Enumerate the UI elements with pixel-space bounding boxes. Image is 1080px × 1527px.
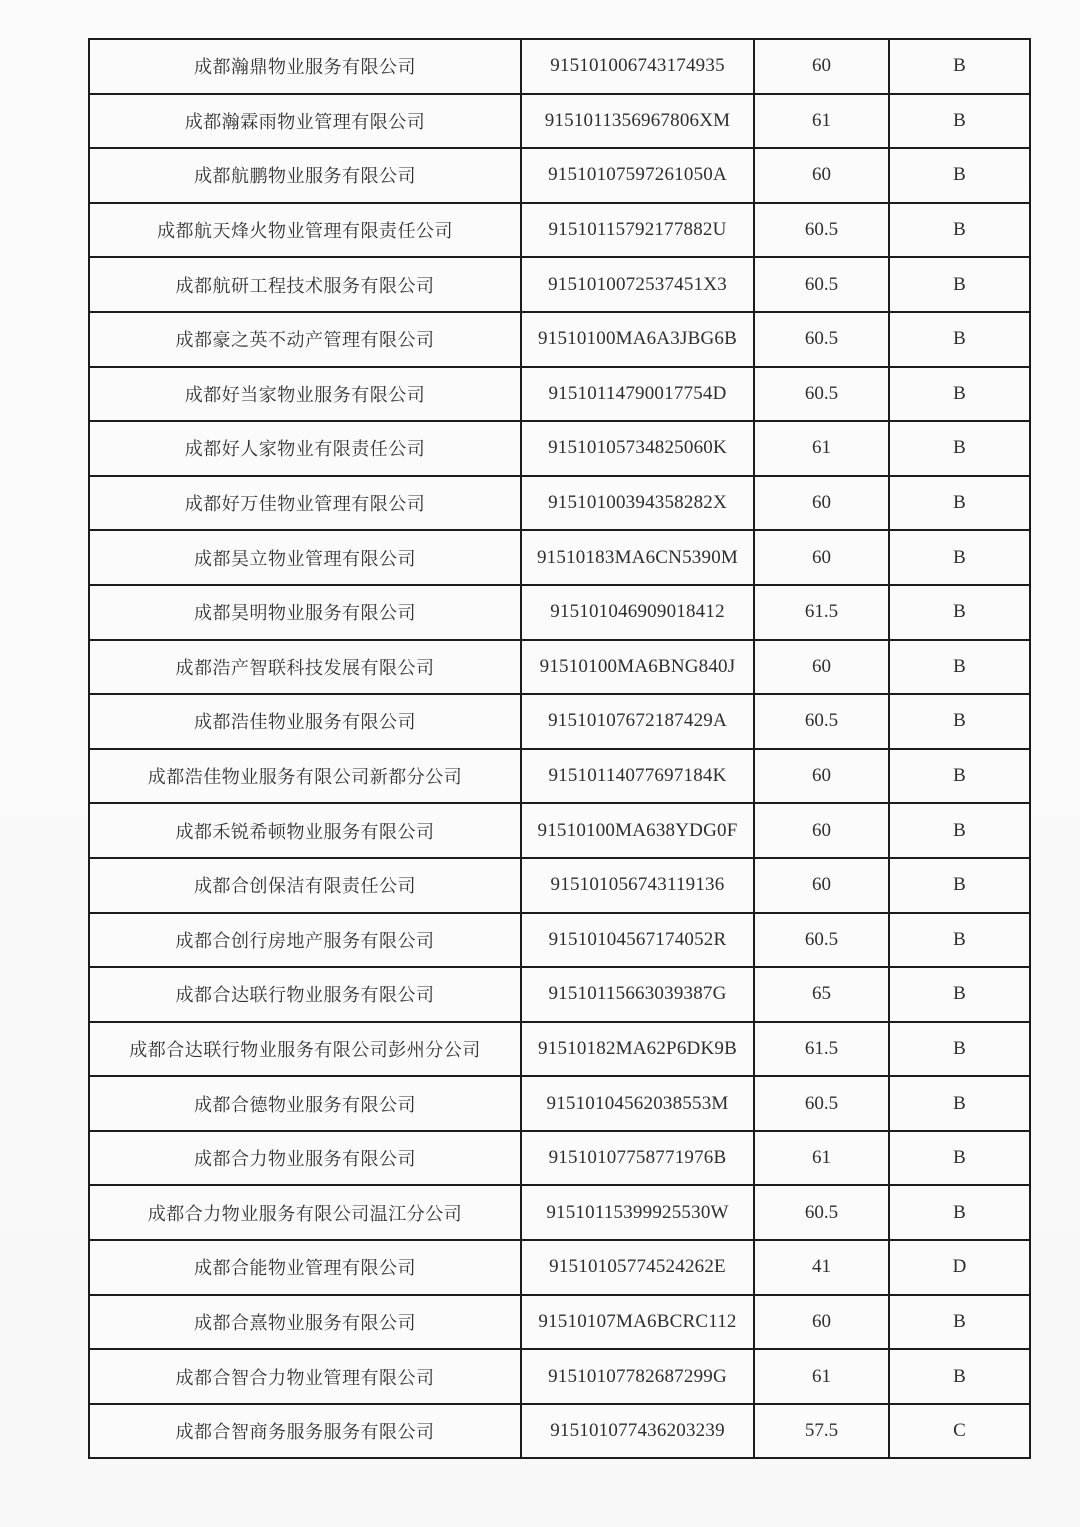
- table-row: [89, 1022, 1030, 1077]
- credit-code-cell: 91510115663039387G: [521, 967, 754, 1022]
- score-cell: 60.5: [754, 913, 889, 968]
- score-cell: 61: [754, 1131, 889, 1186]
- credit-code-cell: 91510114077697184K: [521, 749, 754, 804]
- grade-cell: C: [889, 1404, 1030, 1459]
- credit-code-cell: 91510100MA6A3JBG6B: [521, 312, 754, 367]
- company-name-cell: 成都合智合力物业管理有限公司: [89, 1349, 521, 1404]
- credit-code-cell: 91510104567174052R: [521, 913, 754, 968]
- table-row: [89, 1076, 1030, 1131]
- table-row: [89, 858, 1030, 913]
- credit-code-cell: 91510104562038553M: [521, 1076, 754, 1131]
- score-cell: 61.5: [754, 1022, 889, 1077]
- score-cell: 57.5: [754, 1404, 889, 1459]
- credit-code-cell: 915101006743174935: [521, 39, 754, 94]
- company-name-cell: 成都合熹物业服务有限公司: [89, 1295, 521, 1350]
- grade-cell: B: [889, 967, 1030, 1022]
- table-row: [89, 476, 1030, 531]
- table-row: [89, 749, 1030, 804]
- grade-cell: B: [889, 312, 1030, 367]
- table-row: [89, 203, 1030, 258]
- credit-code-cell: 91510100MA638YDG0F: [521, 803, 754, 858]
- score-cell: 60: [754, 749, 889, 804]
- company-name-cell: 成都合创行房地产服务有限公司: [89, 913, 521, 968]
- table-row: [89, 913, 1030, 968]
- company-name-cell: 成都好万佳物业管理有限公司: [89, 476, 521, 531]
- grade-cell: B: [889, 1022, 1030, 1077]
- company-name-cell: 成都合能物业管理有限公司: [89, 1240, 521, 1295]
- credit-code-cell: 915101077436203239: [521, 1404, 754, 1459]
- company-name-cell: 成都合智商务服务服务有限公司: [89, 1404, 521, 1459]
- score-cell: 60.5: [754, 1185, 889, 1240]
- table-row: [89, 967, 1030, 1022]
- credit-code-cell: 915101046909018412: [521, 585, 754, 640]
- company-name-cell: 成都瀚鼎物业服务有限公司: [89, 39, 521, 94]
- grade-cell: B: [889, 694, 1030, 749]
- company-name-cell: 成都合达联行物业服务有限公司: [89, 967, 521, 1022]
- grade-cell: B: [889, 1295, 1030, 1350]
- table-row: [89, 148, 1030, 203]
- table-row: [89, 421, 1030, 476]
- score-cell: 60.5: [754, 1076, 889, 1131]
- score-cell: 60: [754, 803, 889, 858]
- grade-cell: B: [889, 913, 1030, 968]
- table-row: [89, 312, 1030, 367]
- table-row: [89, 1185, 1030, 1240]
- score-cell: 60: [754, 530, 889, 585]
- grade-cell: B: [889, 858, 1030, 913]
- table-row: [89, 1131, 1030, 1186]
- company-name-cell: 成都好当家物业服务有限公司: [89, 367, 521, 422]
- score-cell: 60: [754, 39, 889, 94]
- credit-code-cell: 91510100394358282X: [521, 476, 754, 531]
- credit-code-cell: 9151010072537451X3: [521, 257, 754, 312]
- grade-cell: B: [889, 94, 1030, 149]
- credit-code-cell: 91510114790017754D: [521, 367, 754, 422]
- grade-cell: B: [889, 749, 1030, 804]
- table-row: [89, 367, 1030, 422]
- table-row: [89, 585, 1030, 640]
- company-name-cell: 成都昊明物业服务有限公司: [89, 585, 521, 640]
- company-rating-table: [88, 38, 1031, 1459]
- grade-cell: B: [889, 476, 1030, 531]
- score-cell: 60.5: [754, 694, 889, 749]
- company-name-cell: 成都合达联行物业服务有限公司彭州分公司: [89, 1022, 521, 1077]
- grade-cell: B: [889, 203, 1030, 258]
- table-row: [89, 1295, 1030, 1350]
- score-cell: 60: [754, 148, 889, 203]
- company-name-cell: 成都航鹏物业服务有限公司: [89, 148, 521, 203]
- credit-code-cell: 91510107597261050A: [521, 148, 754, 203]
- credit-code-cell: 91510107672187429A: [521, 694, 754, 749]
- grade-cell: B: [889, 1349, 1030, 1404]
- score-cell: 61.5: [754, 585, 889, 640]
- company-name-cell: 成都瀚霖雨物业管理有限公司: [89, 94, 521, 149]
- table-row: [89, 39, 1030, 94]
- grade-cell: B: [889, 1076, 1030, 1131]
- table-row: [89, 530, 1030, 585]
- table-row: [89, 257, 1030, 312]
- company-name-cell: 成都合创保洁有限责任公司: [89, 858, 521, 913]
- company-name-cell: 成都浩产智联科技发展有限公司: [89, 640, 521, 695]
- table-row: [89, 1349, 1030, 1404]
- credit-code-cell: 91510107758771976B: [521, 1131, 754, 1186]
- company-name-cell: 成都昊立物业管理有限公司: [89, 530, 521, 585]
- credit-code-cell: 91510115399925530W: [521, 1185, 754, 1240]
- credit-code-cell: 915101056743119136: [521, 858, 754, 913]
- credit-code-cell: 91510105734825060K: [521, 421, 754, 476]
- company-name-cell: 成都航天烽火物业管理有限责任公司: [89, 203, 521, 258]
- score-cell: 60: [754, 1295, 889, 1350]
- grade-cell: B: [889, 367, 1030, 422]
- company-name-cell: 成都航研工程技术服务有限公司: [89, 257, 521, 312]
- score-cell: 60.5: [754, 203, 889, 258]
- score-cell: 61: [754, 94, 889, 149]
- company-name-cell: 成都合力物业服务有限公司温江分公司: [89, 1185, 521, 1240]
- grade-cell: B: [889, 803, 1030, 858]
- credit-code-cell: 91510182MA62P6DK9B: [521, 1022, 754, 1077]
- company-name-cell: 成都豪之英不动产管理有限公司: [89, 312, 521, 367]
- credit-code-cell: 9151011356967806XM: [521, 94, 754, 149]
- grade-cell: B: [889, 640, 1030, 695]
- score-cell: 60.5: [754, 312, 889, 367]
- grade-cell: B: [889, 585, 1030, 640]
- score-cell: 61: [754, 421, 889, 476]
- grade-cell: B: [889, 530, 1030, 585]
- grade-cell: B: [889, 421, 1030, 476]
- company-name-cell: 成都合力物业服务有限公司: [89, 1131, 521, 1186]
- credit-code-cell: 91510107782687299G: [521, 1349, 754, 1404]
- table-row: [89, 1404, 1030, 1459]
- score-cell: 61: [754, 1349, 889, 1404]
- grade-cell: B: [889, 1131, 1030, 1186]
- score-cell: 65: [754, 967, 889, 1022]
- company-name-cell: 成都好人家物业有限责任公司: [89, 421, 521, 476]
- table-row: [89, 640, 1030, 695]
- score-cell: 60.5: [754, 257, 889, 312]
- table-row: [89, 94, 1030, 149]
- company-name-cell: 成都合德物业服务有限公司: [89, 1076, 521, 1131]
- grade-cell: B: [889, 1185, 1030, 1240]
- grade-cell: D: [889, 1240, 1030, 1295]
- score-cell: 60: [754, 858, 889, 913]
- table-row: [89, 803, 1030, 858]
- score-cell: 60.5: [754, 367, 889, 422]
- credit-code-cell: 91510100MA6BNG840J: [521, 640, 754, 695]
- score-cell: 60: [754, 640, 889, 695]
- company-name-cell: 成都禾锐希顿物业服务有限公司: [89, 803, 521, 858]
- credit-code-cell: 91510105774524262E: [521, 1240, 754, 1295]
- grade-cell: B: [889, 148, 1030, 203]
- table-row: [89, 694, 1030, 749]
- credit-code-cell: 91510107MA6BCRC112: [521, 1295, 754, 1350]
- grade-cell: B: [889, 257, 1030, 312]
- table-row: [89, 1240, 1030, 1295]
- company-name-cell: 成都浩佳物业服务有限公司: [89, 694, 521, 749]
- grade-cell: B: [889, 39, 1030, 94]
- company-name-cell: 成都浩佳物业服务有限公司新都分公司: [89, 749, 521, 804]
- credit-code-cell: 91510115792177882U: [521, 203, 754, 258]
- credit-code-cell: 91510183MA6CN5390M: [521, 530, 754, 585]
- score-cell: 41: [754, 1240, 889, 1295]
- score-cell: 60: [754, 476, 889, 531]
